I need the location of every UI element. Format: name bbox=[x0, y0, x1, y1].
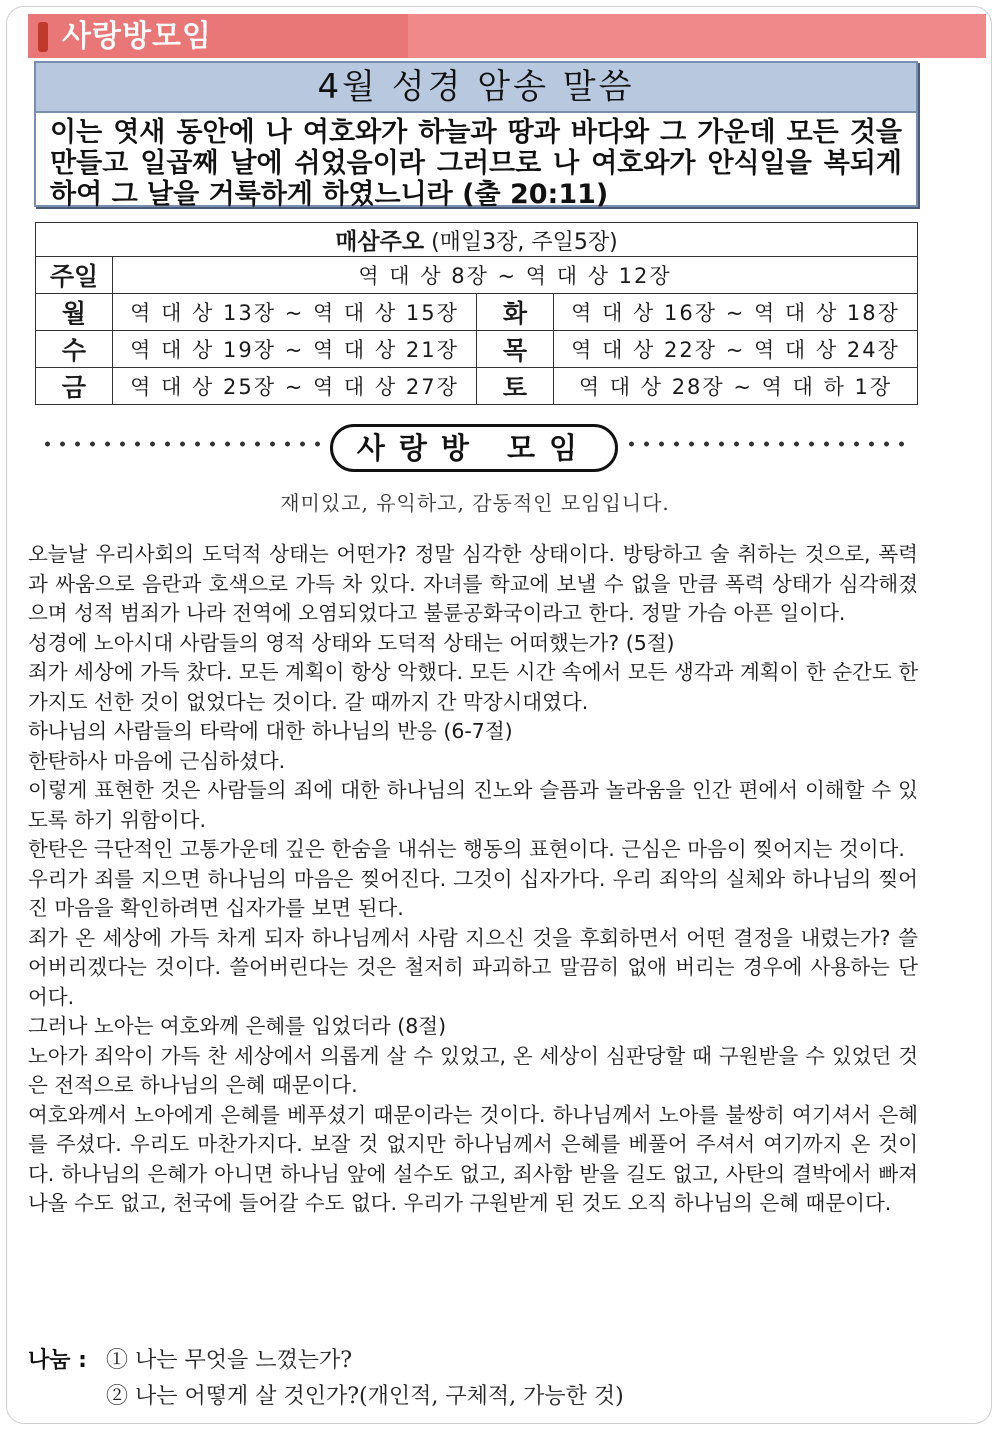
reading-schedule-table bbox=[35, 222, 918, 405]
schedule-day: 토 bbox=[477, 368, 554, 405]
sharing-section bbox=[28, 1343, 928, 1415]
schedule-day: 화 bbox=[477, 294, 554, 331]
body-paragraph: 오늘날 우리사회의 도덕적 상태는 어떤가? 정말 심각한 상태이다. 방탕하고 술 취하는 것으로, 폭력과 싸움으로 음란과 호색으로 가득 차 있다. 자녀를 학교에 보낼 수 없을 만큼 폭력 상태가 심각해졌으며 성적 범죄가 나라 전역에 오염되었다고 불륜공화국이라고 한다. 정말 가슴 아픈 일이다. bbox=[28, 542, 918, 625]
sharing-label: 나눔 : bbox=[28, 1348, 87, 1373]
body-paragraph: 이렇게 표현한 것은 사람들의 죄에 대한 하나님의 진노와 슬픔과 놀라움을 인간 편에서 이해할 수 있도록 하기 위함이다. bbox=[28, 778, 918, 832]
body-paragraph: 한탄은 극단적인 고통가운데 깊은 한숨을 내쉬는 행동의 표현이다. 근심은 마음이 찢어지는 것이다. bbox=[28, 837, 905, 861]
body-paragraph: 하나님의 사람들의 타락에 대한 하나님의 반응 (6-7절) bbox=[28, 719, 513, 743]
section-subtitle: 재미있고, 유익하고, 감동적인 모임입니다. bbox=[280, 491, 670, 515]
dotted-divider-right bbox=[624, 441, 910, 447]
schedule-range: 역 대 상 22장 ~ 역 대 상 24장 bbox=[554, 331, 918, 368]
schedule-title-cell bbox=[36, 223, 918, 257]
body-paragraph: 여호와께서 노아에게 은혜를 베푸셨기 때문이라는 것이다. 하나님께서 노아를 불쌍히 여기셔서 은혜를 주셨다. 우리도 마찬가지다. 보잘 것 없지만 하나님께서 은혜를 베풀어 주셔서 여기까지 온 것이다. 하나님의 은혜가 아니면 하나님 앞에 설수도 없고, 죄사함 받을 길도 없고, 사탄의 결박에서 빠져나올 수도 없고, 천국에 들어갈 수도 없다. 우리가 구원받게 된 것도 오직 하나님의 은혜 때문이다. bbox=[28, 1102, 918, 1215]
schedule-title-row bbox=[36, 223, 918, 257]
body-paragraph: 그러나 노아는 여호와께 은혜를 입었더라 (8절) bbox=[28, 1014, 447, 1038]
schedule-day: 수 bbox=[36, 331, 113, 368]
sharing-question-2: ② 나는 어떻게 살 것인가?(개인적, 구체적, 가능한 것) bbox=[106, 1384, 624, 1409]
section-title: 사랑방 모임 bbox=[330, 424, 618, 472]
schedule-range-sunday: 역 대 상 8장 ~ 역 대 상 12장 bbox=[113, 257, 918, 294]
dotted-divider-left bbox=[40, 441, 330, 447]
body-paragraph: 우리가 죄를 지으면 하나님의 마음은 찢어진다. 그것이 십자가다. 우리 죄악의 실체와 하나님의 찢어진 마음을 확인하려면 십자가를 보면 된다. bbox=[28, 866, 918, 920]
body-paragraph: 한탄하사 마음에 근심하셨다. bbox=[28, 748, 286, 773]
header-title: 사랑방모임 bbox=[62, 19, 212, 54]
header-accent-mark bbox=[38, 22, 48, 52]
schedule-row bbox=[36, 331, 918, 368]
schedule-row bbox=[36, 368, 918, 405]
sharing-question-2-row bbox=[28, 1379, 928, 1415]
memory-verse-heading: 4월 성경 암송 말씀 bbox=[36, 63, 916, 113]
schedule-range: 역 대 상 25장 ~ 역 대 상 27장 bbox=[113, 368, 477, 405]
body-text bbox=[28, 540, 918, 1219]
schedule-day: 월 bbox=[36, 294, 113, 331]
schedule-row-sunday bbox=[36, 257, 918, 294]
schedule-day-sunday: 주일 bbox=[36, 257, 113, 294]
schedule-range: 역 대 상 19장 ~ 역 대 상 21장 bbox=[113, 331, 477, 368]
body-paragraph: 죄가 온 세상에 가득 차게 되자 하나님께서 사람 지으신 것을 후회하면서 어떤 결정을 내렸는가? 쓸어버리겠다는 것이다. 쓸어버린다는 것은 철저히 파괴하고 말끔히 없애 버리는 경우에 사용하는 단어다. bbox=[28, 925, 918, 1009]
body-paragraph: 노아가 죄악이 가득 찬 세상에서 의롭게 살 수 있었고, 온 세상이 심판당할 때 구원받을 수 있었던 것은 전적으로 하나님의 은혜 때문이다. bbox=[28, 1043, 918, 1097]
schedule-range: 역 대 상 28장 ~ 역 대 하 1장 bbox=[554, 368, 918, 405]
schedule-row bbox=[36, 294, 918, 331]
schedule-title: 매삼주오 bbox=[335, 229, 425, 255]
schedule-range: 역 대 상 13장 ~ 역 대 상 15장 bbox=[113, 294, 477, 331]
sharing-question-1-row bbox=[28, 1343, 928, 1379]
body-paragraph: 죄가 세상에 가득 찼다. 모든 계획이 항상 악했다. 모든 시간 속에서 모든 생각과 계획이 한 순간도 한 가지도 선한 것이 없었다는 것이다. 갈 때까지 간 막장시대였다. bbox=[28, 660, 918, 714]
schedule-day: 목 bbox=[477, 331, 554, 368]
schedule-range: 역 대 상 16장 ~ 역 대 상 18장 bbox=[554, 294, 918, 331]
sharing-question-1: ① 나는 무엇을 느꼈는가? bbox=[106, 1348, 353, 1373]
schedule-title-note: (매일3장, 주일5장) bbox=[431, 230, 618, 255]
memory-verse-text: 이는 엿새 동안에 나 여호와가 하늘과 땅과 바다와 그 가운데 모든 것을 만들고 일곱째 날에 쉬었음이라 그러므로 나 여호와가 안식일을 복되게 하여 그 날을 거룩하게 하였느니라 (출 20:11) bbox=[50, 117, 902, 210]
schedule-day: 금 bbox=[36, 368, 113, 405]
memory-verse-box bbox=[34, 61, 918, 210]
body-paragraph: 성경에 노아시대 사람들의 영적 상태와 도덕적 상태는 어떠했는가? (5절) bbox=[28, 630, 675, 655]
